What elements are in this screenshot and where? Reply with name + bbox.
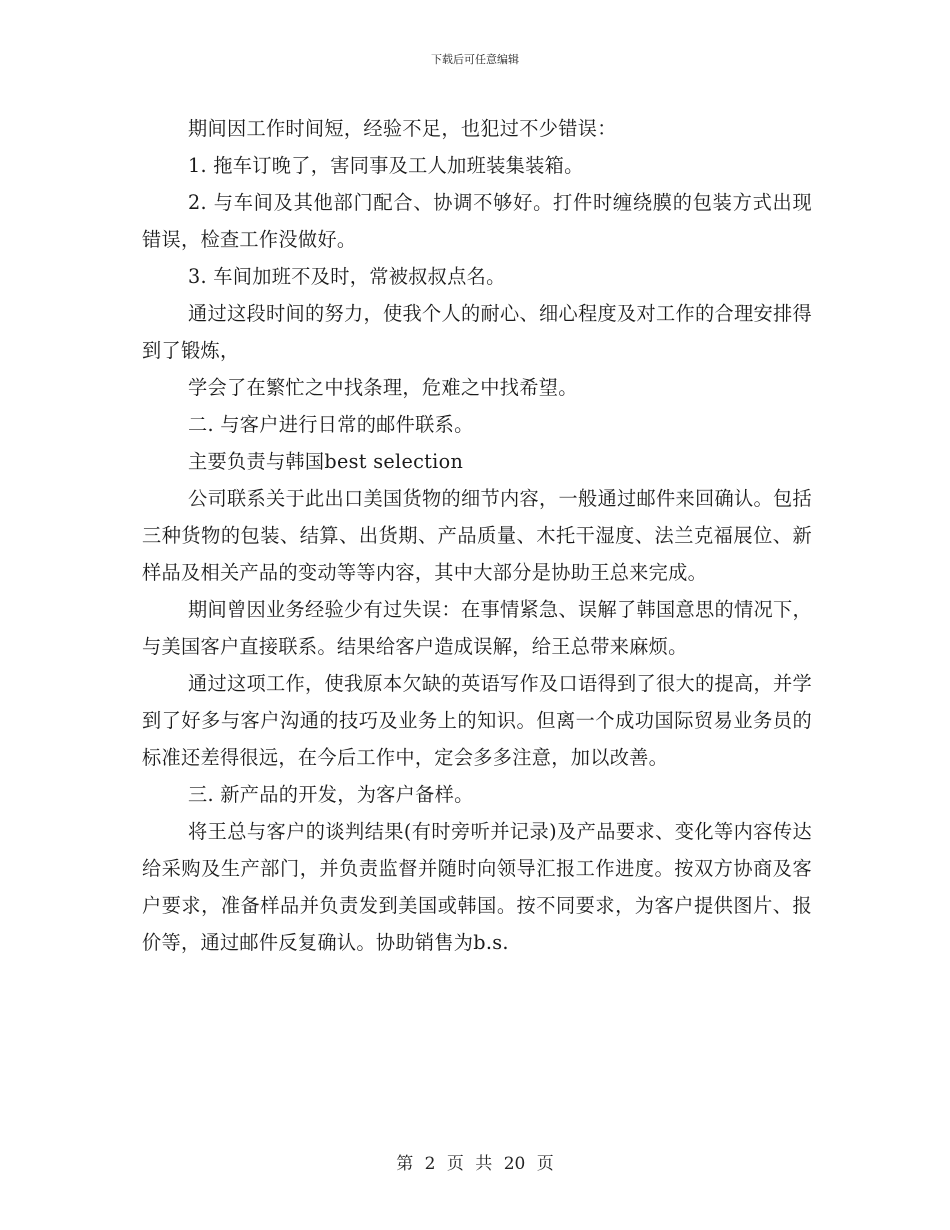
paragraph-2: 1. 拖车订晚了，害同事及工人加班装集装箱。 bbox=[188, 154, 584, 177]
paragraph-6: 学会了在繁忙之中找条理，危难之中找希望。 bbox=[188, 376, 578, 399]
paragraph-1: 期间因工作时间短，经验不足，也犯过不少错误： bbox=[188, 117, 617, 140]
paragraph-8: 主要负责与韩国best selection bbox=[188, 450, 464, 473]
paragraph-11: 通过这项工作，使我原本欠缺的英语写作及口语得到了很大的提高，并学到了好多与客户沟通的技巧及业务上的知识。但离一个成功国际贸易业务员的标准还差得很远，在今后工作中，定会多多注意，加以改善。 bbox=[142, 672, 812, 769]
paragraph-9: 公司联系关于此出口美国货物的细节内容，一般通过邮件来回确认。包括三种货物的包装、结算、出货期、产品质量、木托干湿度、法兰克福展位、新样品及相关产品的变动等等内容，其中大部分是协助王总来完成。 bbox=[142, 487, 812, 584]
paragraph-12: 三. 新产品的开发，为客户备样。 bbox=[188, 783, 474, 806]
document-body bbox=[142, 110, 812, 961]
paragraph-10: 期间曾因业务经验少有过失误：在事情紧急、误解了韩国意思的情况下，与美国客户直接联系。结果给客户造成误解，给王总带来麻烦。 bbox=[142, 598, 812, 658]
paragraph-13: 将王总与客户的谈判结果(有时旁听并记录)及产品要求、变化等内容传达给采购及生产部门，并负责监督并随时向领导汇报工作进度。按双方协商及客户要求，准备样品并负责发到美国或韩国。按不同要求，为客户提供图片、报价等，通过邮件反复确认。协助销售为b.s. bbox=[142, 820, 812, 954]
paragraph-7: 二. 与客户进行日常的邮件联系。 bbox=[188, 413, 474, 436]
paragraph-4: 3. 车间加班不及时，常被叔叔点名。 bbox=[188, 265, 506, 288]
paragraph-5: 通过这段时间的努力，使我个人的耐心、细心程度及对工作的合理安排得到了锻炼， bbox=[142, 302, 812, 362]
page-header: 下载后可任意编辑 bbox=[431, 53, 519, 66]
paragraph-3: 2. 与车间及其他部门配合、协调不够好。打件时缠绕膜的包装方式出现错误，检查工作没做好。 bbox=[142, 191, 812, 251]
page-footer: 第 2 页 共 20 页 bbox=[396, 1154, 554, 1174]
